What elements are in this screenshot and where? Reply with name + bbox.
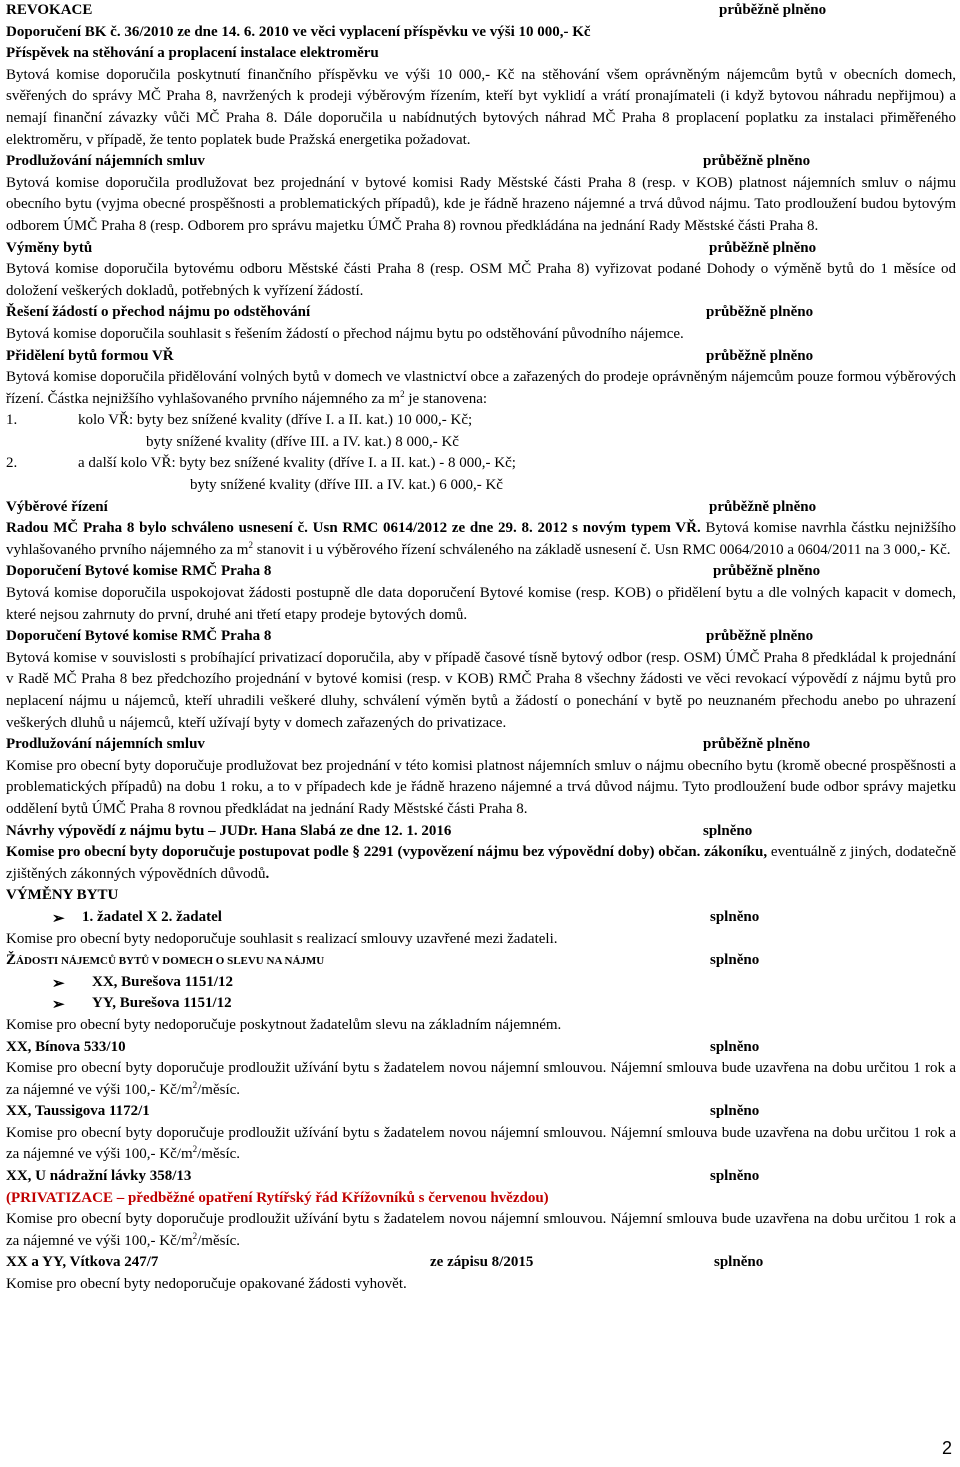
status-badge: průběžně plněno [703,153,811,170]
status-badge: průběžně plněno [706,304,814,321]
status-badge: průběžně plněno [719,2,827,18]
section-title: ŽÁDOSTI NÁJEMCŮ BYTŮ V DOMECH O SLEVU NA NÁJMU [6,952,325,969]
paragraph: Komise pro obecní byty doporučuje prodlužovat bez projednání v této komisi platnost nájemních smluv o nájmu obecního bytu (kromě obecné prospěšnosti a problematických případů) na dobu 1 roku, a to v případech kde je řádně hrazeno nájemné a trvá důvod nájmu. Tyto prodloužení bude odbor správy majetku oddělení bytů ÚMČ Praha 8 rovnou předkládat na jednání Rady Městské části Praha 8. [6,757,956,817]
section-title: Návrhy výpovědí z nájmu bytu – JUDr. Hana Slabá ze dne 12. 1. 2016 [6,822,452,839]
list-item: ➢ 1. žadatel X 2. žadatel splněno [6,907,956,929]
privatization-note: (PRIVATIZACE – předběžné opatření Rytířský řád Křížovníků s červenou hvězdou) [6,1189,549,1206]
status-badge: průběžně plněno [706,347,814,364]
paragraph: Komise pro obecní byty doporučuje prodloužit užívání bytu s žadatelem novou nájemní smlouvou. Nájemní smlouva bude uzavřena na dobu určitou 1 rok a za nájemné ve výši 100,- $Kč/m^2$/měsíc. [6,1211,956,1249]
paragraph: Bytová komise doporučila uspokojovat žádosti postupně dle data doporučení Bytové komise (resp. KOB) o přidělení bytu a dle volných kapacit v domech, které nejsou zahrnuty do první, druhé ani třetí etapy prodeje bytových domů. [6,585,956,623]
list-item: byty snížené kvality (dříve III. a IV. kat.) 6 000,- Kč [190,477,503,494]
section-heading [6,1101,956,1123]
paragraph: Komise pro obecní byty nedoporučuje opakované žádosti vyhovět. [6,1276,407,1293]
section-title: Výměny bytů [6,239,93,256]
arrow-bullet-icon: ➢ [52,975,65,992]
section-heading [6,734,956,756]
minutes-reference: ze zápisu 8/2015 [430,1254,534,1271]
status-badge: průběžně plněno [713,563,821,580]
paragraph: Bytová komise doporučila přidělování volných bytů v domech ve vlastnictví obce a zařazených do prodeje oprávněným nájemcům pouze formou výběrových řízení. Částka nejnižšího vyhlašovaného prvního nájemného za $m^2$ je stanovena: [6,369,956,407]
status-badge: splněno [703,822,753,839]
section-heading [6,561,956,583]
list-item: 2. a další kolo VŘ: byty bez snížené kvality (dříve I. a II. kat.) - 8 000,- Kč; [6,455,516,472]
status-badge: průběžně plněno [706,628,814,645]
section-heading [6,346,956,368]
list-item: byty snížené kvality (dříve III. a IV. kat.) 8 000,- Kč [146,433,459,450]
section-heading [6,1166,956,1188]
list-item: ➢ YY, Burešova 1151/12 [6,993,956,1015]
paragraph: Komise pro obecní byty doporučuje prodloužit užívání bytu s žadatelem novou nájemní smlouvou. Nájemní smlouva bude uzavřena na dobu určitou 1 rok a za nájemné ve výši 100,- $Kč/m^2$/měsíc. [6,1124,956,1163]
section-title: Výběrové řízení [6,498,108,515]
section-title: XX a YY, Vítkova 247/7 [6,1254,159,1271]
section-heading [6,238,956,260]
arrow-bullet-icon: ➢ [52,910,65,927]
status-badge: splněno [714,1254,764,1271]
paragraph: Bytová komise doporučila souhlasit s řešením žádostí o přechod nájmu bytu po odstěhování původního nájemce. [6,325,684,342]
section-title: XX, U nádražní lávky 358/13 [6,1168,192,1185]
section-title: XX, Bínova 533/10 [6,1038,126,1055]
status-badge: průběžně plněno [703,736,811,753]
paragraph: Bytová komise v souvislosti s probíhající privatizací doporučila, aby v případě časové tísně bytový odbor (resp. OSM) ÚMČ Praha 8 předkládal k projednání v Radě MČ Praha 8 bez předchozího projednání v bytové komisi (resp. v KOB) RMČ Praha 8 všechny žádosti ve věci revokací výpovědí z nájmu bytů pro neplacení nájmu u nájemců, kteří uhradili veškeré dluhy, schválení výměn bytů a žádostí o ponechání v bytě po neuznaném přechodu anebo po uhrazení veškerých dluhů u nájemců, kteří užívají byty v domech zařazených do privatizace. [6,649,956,731]
heading-line: Doporučení BK č. 36/2010 ze dne 14. 6. 2010 ve věci vyplacení příspěvku ve výši 10 000,- Kč [6,23,591,40]
paragraph: Radou MČ Praha 8 bylo schváleno usnesení č. Usn RMC 0614/2012 ze dne 29. 8. 2012 s novým typem VŘ. Bytová komise navrhla částku nejnižšího vyhlašovaného prvního nájemného za $m^2$ stanovit i u výběrového řízení schváleného na základě usnesení č. Usn RMC 0064/2010 a 0604/2011 na 3 000,- Kč. [6,520,956,558]
paragraph: Komise pro obecní byty doporučuje postupovat podle § 2291 (vypovězení nájmu bez výpovědní doby) občan. zákoníku, eventuálně z jiných, dodatečně zjištěných zákonných výpovědních důvodů. [6,844,957,882]
status-badge: průběžně plněno [709,498,817,515]
section-title: Prodlužování nájemních smluv [6,153,205,170]
status-badge: průběžně plněno [709,239,817,256]
paragraph: Bytová komise doporučila prodlužovat bez projednání v bytové komisi Rady Městské části Praha 8 (resp. v KOB) platnost nájemních smluv o nájmu obecního bytu (vyjma obecné prospěšnosti a problematických případů), kde je řádně hrazeno nájemné a trvá důvod nájmu. Tato prodloužení budou bytovým odborem ÚMČ Praha 8 (resp. Odborem pro správu majetku ÚMČ Praha 8) rovnou předkládána na jednání Rady Městské části Praha 8. [6,174,956,234]
document-page [6,0,956,1296]
paragraph: Komise pro obecní byty nedoporučuje poskytnout žadatelům slevu na základním nájemném. [6,1016,562,1033]
status-badge: splněno [710,1168,760,1185]
page-number: 2 [941,1438,952,1458]
section-heading [6,497,956,519]
section-title: VÝMĚNY BYTU [6,887,119,904]
section-title: REVOKACE [6,2,93,18]
list-item: 1. kolo VŘ: byty bez snížené kvality (dříve I. a II. kat.) 10 000,- Kč; [6,412,473,429]
heading-line: Příspěvek na stěhování a proplacení instalace elektroměru [6,45,379,62]
paragraph: Bytová komise doporučila poskytnutí finančního příspěvku ve výši 10 000,- Kč na stěhování všem oprávněným nájemcům bytů v obecních domech, svěřených do správy MČ Praha 8, navržených k prodeji výběrovým řízením, kteří byt vyklidí a vrátí pronajímateli (i když bytovou náhradu nepřijmou) a nemají finanční závazky vůči MČ Praha 8. Dále doporučila u nabídnutých bytových náhrad MČ Praha 8 proplacení poplatku za instalaci přiměřeného elektroměru, v případě, že tento poplatek bude Pražská energetika požadovat. [6,66,956,148]
section-title: Doporučení Bytové komise RMČ Praha 8 [6,628,272,645]
status-badge: splněno [710,1103,760,1120]
paragraph: Komise pro obecní byty nedoporučuje souhlasit s realizací smlouvy uzavřené mezi žadateli. [6,930,558,947]
status-badge: splněno [710,952,760,969]
section-heading [6,950,956,972]
status-badge: splněno [710,1038,760,1055]
paragraph: Komise pro obecní byty doporučuje prodloužit užívání bytu s žadatelem novou nájemní smlouvou. Nájemní smlouva bude uzavřena na dobu určitou 1 rok a za nájemné ve výši 100,- $Kč/m^2$/měsíc. [6,1060,956,1098]
paragraph: Bytová komise doporučila bytovému odboru Městské části Praha 8 (resp. OSM MČ Praha 8) vyřizovat podané Dohody o výměně bytů do 1 měsíce od doložení veškerých dokladů, potřebných k vyřízení žádostí. [6,261,956,299]
section-heading [6,1252,956,1274]
section-title: Prodlužování nájemních smluv [6,736,205,753]
section-heading [6,821,956,843]
list-item: ➢ XX, Burešova 1151/12 [6,972,956,994]
section-title: Přidělení bytů formou VŘ [6,347,174,364]
section-heading [6,1037,956,1059]
arrow-bullet-icon: ➢ [52,997,65,1014]
section-heading [6,302,956,324]
section-revokace [6,0,956,22]
section-heading [6,151,956,173]
section-title: Doporučení Bytové komise RMČ Praha 8 [6,563,272,580]
section-title: XX, Taussigova 1172/1 [6,1103,150,1120]
section-heading [6,626,956,648]
section-title: Řešení žádostí o přechod nájmu po odstěhování [6,304,311,321]
status-badge: splněno [710,908,760,925]
